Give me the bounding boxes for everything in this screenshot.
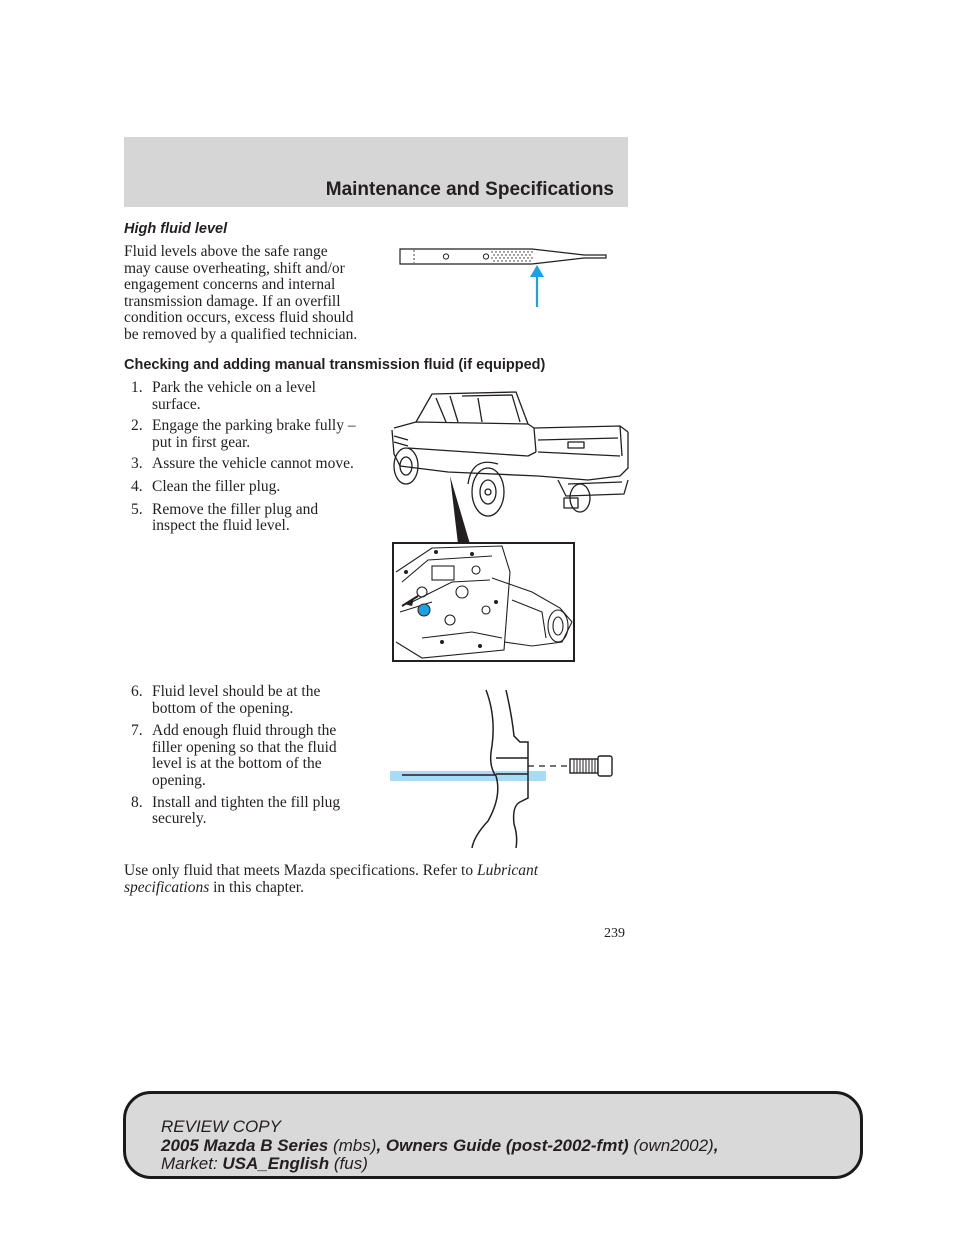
- lubricant-reference-link: Lubricant: [476, 862, 539, 879]
- paragraph-line: transmission damage. If an overfill: [124, 292, 341, 310]
- section-title: Maintenance and Specifications: [325, 179, 614, 200]
- pickup-truck-illustration: [388, 384, 634, 544]
- fill-level-illustration: [388, 686, 618, 852]
- list-item: 3. Assure the vehicle cannot move.: [131, 455, 354, 473]
- transmission-detail-illustration: [392, 542, 575, 662]
- specifications-reference: specifications: [124, 878, 210, 896]
- dipstick-illustration: [396, 244, 610, 310]
- list-item: 8. Install and tighten the fill plug securely.: [131, 793, 341, 828]
- list-item: 7. Add enough fluid through the filler opening so that the fluid level is at the bottom of the opening.: [131, 722, 337, 789]
- closing-line-1: Use only fluid that meets Mazda specifications. Refer to Lubricant: [124, 862, 539, 879]
- paragraph-line: be removed by a qualified technician.: [124, 325, 358, 343]
- closing-line-2: specifications in this chapter.: [124, 878, 304, 896]
- steps-list-second: [124, 684, 394, 828]
- steps-list-first: [124, 380, 394, 535]
- list-item: 4. Clean the filler plug.: [131, 477, 281, 495]
- high-fluid-paragraph: [124, 244, 357, 344]
- paragraph-line: engagement concerns and internal: [124, 276, 336, 294]
- manual-transmission-heading: Checking and adding manual transmission fluid (if equipped): [124, 357, 546, 373]
- list-item: 6. Fluid level should be at the bottom of the opening.: [131, 683, 321, 717]
- footer-market-line: Market: USA_English (fus): [161, 1154, 368, 1174]
- paragraph-line: condition occurs, excess fluid should: [124, 309, 354, 327]
- paragraph-line: Fluid levels above the safe range: [124, 243, 328, 260]
- list-item: 5. Remove the filler plug and inspect the fluid level.: [131, 500, 319, 535]
- closing-paragraph: [124, 863, 538, 896]
- list-item: 2. Engage the parking brake fully – put in first gear.: [131, 417, 356, 451]
- footer-text: [161, 1118, 718, 1174]
- footer-model-line: 2005 Mazda B Series (mbs), Owners Guide (post-2002-fmt) (own2002),: [161, 1135, 719, 1155]
- section-header-band: [124, 137, 628, 207]
- paragraph-line: may cause overheating, shift and/or: [124, 259, 345, 277]
- review-copy-label: REVIEW COPY: [161, 1117, 281, 1136]
- page-number: 239: [604, 926, 625, 941]
- list-item: 1. Park the vehicle on a level surface.: [131, 379, 316, 413]
- high-fluid-heading: High fluid level: [124, 221, 228, 237]
